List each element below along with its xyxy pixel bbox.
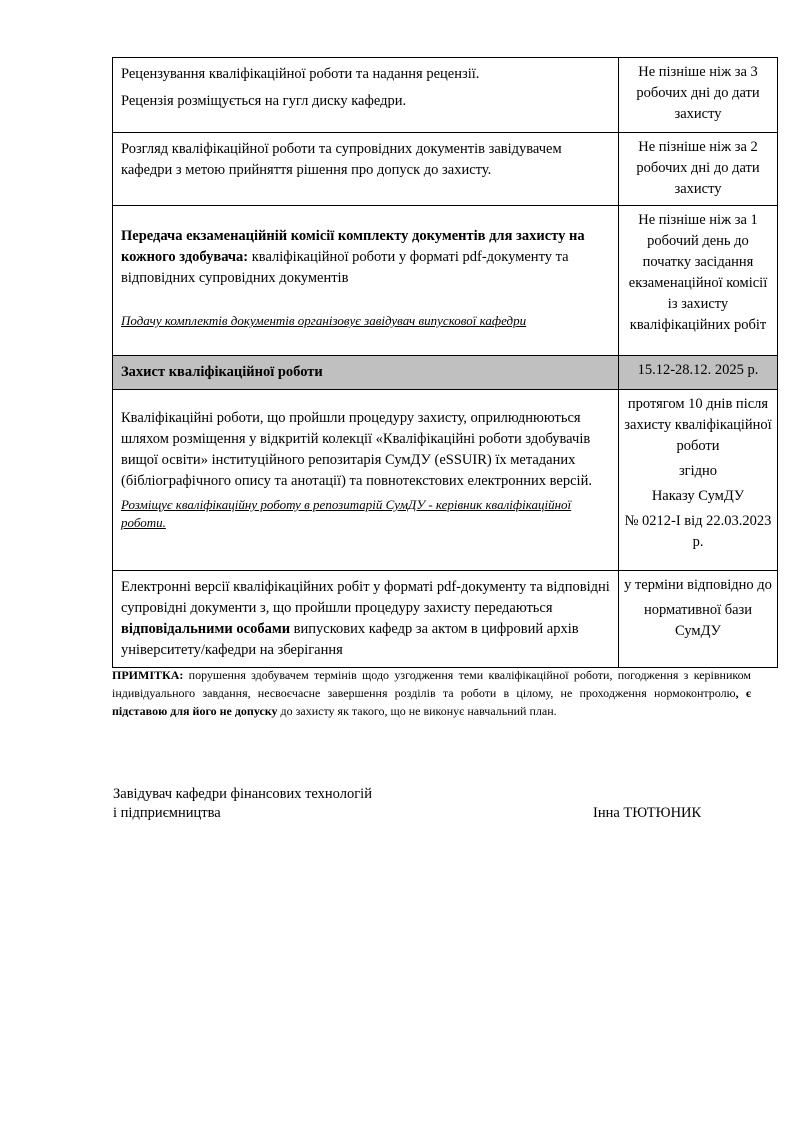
table-row bbox=[113, 356, 778, 390]
row-deadline bbox=[619, 390, 778, 571]
footnote bbox=[112, 666, 751, 720]
row-task bbox=[113, 571, 619, 668]
row-deadline: Не пізніше ніж за 3 робочих дні до дати захисту bbox=[619, 58, 778, 133]
row-task bbox=[113, 58, 619, 133]
deadline-text: нормативної бази СумДУ bbox=[643, 602, 753, 639]
signature-line: і підприємництва bbox=[113, 805, 221, 821]
table-row bbox=[113, 133, 778, 206]
responsible-note: Подачу комплектів документів організовує завідувач випускової кафедри bbox=[121, 313, 527, 328]
task-bold-text: відповідальними особами bbox=[121, 621, 291, 637]
row-deadline bbox=[619, 571, 778, 668]
row-deadline: Не пізніше ніж за 1 робочий день до початку засідання екзаменаційної комісії із захисту кваліфікаційних робіт bbox=[619, 206, 778, 356]
task-text: Рецензування кваліфікаційної роботи та надання рецензії. bbox=[121, 66, 480, 82]
row-task bbox=[113, 390, 619, 571]
row-deadline: Не пізніше ніж за 2 робочих дні до дати захисту bbox=[619, 133, 778, 206]
row-task: Захист кваліфікаційної роботи bbox=[113, 356, 619, 390]
task-bold-text: Передача екзаменаційній комісії комплекту документів для захисту на кожного здобувача: bbox=[121, 228, 585, 265]
deadline-text: згідно bbox=[678, 463, 718, 479]
deadline-text: протягом 10 днів після захисту кваліфікаційної роботи bbox=[624, 396, 772, 454]
task-text: Рецензія розміщується на гугл диску кафедри. bbox=[121, 93, 407, 109]
schedule-table bbox=[112, 57, 778, 668]
signature-name: Інна ТЮТЮНИК bbox=[593, 805, 702, 821]
footnote-label: ПРИМІТКА: bbox=[112, 668, 184, 682]
task-text: Кваліфікаційні роботи, що пройшли процедуру захисту, оприлюднюються шляхом розміщення у відкритій колекції «Кваліфікаційні роботи здобувачів вищої освіти» інституційного репозитарія СумДУ (eSSUIR) їх метаданих (бібліографічного опису та анотації) та повнотекстових електронних версій. bbox=[121, 410, 592, 489]
row-task: Розгляд кваліфікаційної роботи та супровідних документів завідувачем кафедри з метою прийняття рішення про допуск до захисту. bbox=[113, 133, 619, 206]
deadline-text: у терміни відповідно до bbox=[624, 577, 772, 593]
responsible-note: Розміщує кваліфікаційну роботу в репозитарій СумДУ - керівник кваліфікаційної роботи. bbox=[121, 497, 572, 530]
deadline-text: № 0212-І від 22.03.2023 р. bbox=[624, 513, 772, 550]
signature-line: Завідувач кафедри фінансових технологій bbox=[113, 786, 372, 802]
deadline-text: Наказу СумДУ bbox=[651, 488, 745, 504]
task-text: кваліфікаційної роботи у форматі pdf-документу та відповідних супровідних документів bbox=[121, 249, 569, 286]
task-text: Електронні версії кваліфікаційних робіт у форматі pdf-документу та відповідні супровідні документи з, що пройшли процедуру захисту передаються bbox=[121, 579, 610, 616]
task-text: випускових кафедр за актом в цифровий архів університету/кафедри на зберігання bbox=[121, 621, 579, 658]
footnote-text: порушення здобувачем термінів щодо узгодження теми кваліфікаційної роботи, погодження з керівником індивідуального завдання, несвоєчасне завершення розділів та роботи в цілому, не проходження нормоконтролю bbox=[112, 668, 751, 700]
row-deadline: 15.12-28.12. 2025 р. bbox=[619, 356, 778, 390]
footnote-text: до захисту як такого, що не виконує навчальний план. bbox=[277, 704, 557, 718]
table-row bbox=[113, 390, 778, 571]
table-row bbox=[113, 58, 778, 133]
footnote-bold-text: , є підставою для його не допуску bbox=[112, 686, 751, 718]
row-task bbox=[113, 206, 619, 356]
signature-position bbox=[113, 785, 372, 823]
table-row bbox=[113, 571, 778, 668]
table-row bbox=[113, 206, 778, 356]
